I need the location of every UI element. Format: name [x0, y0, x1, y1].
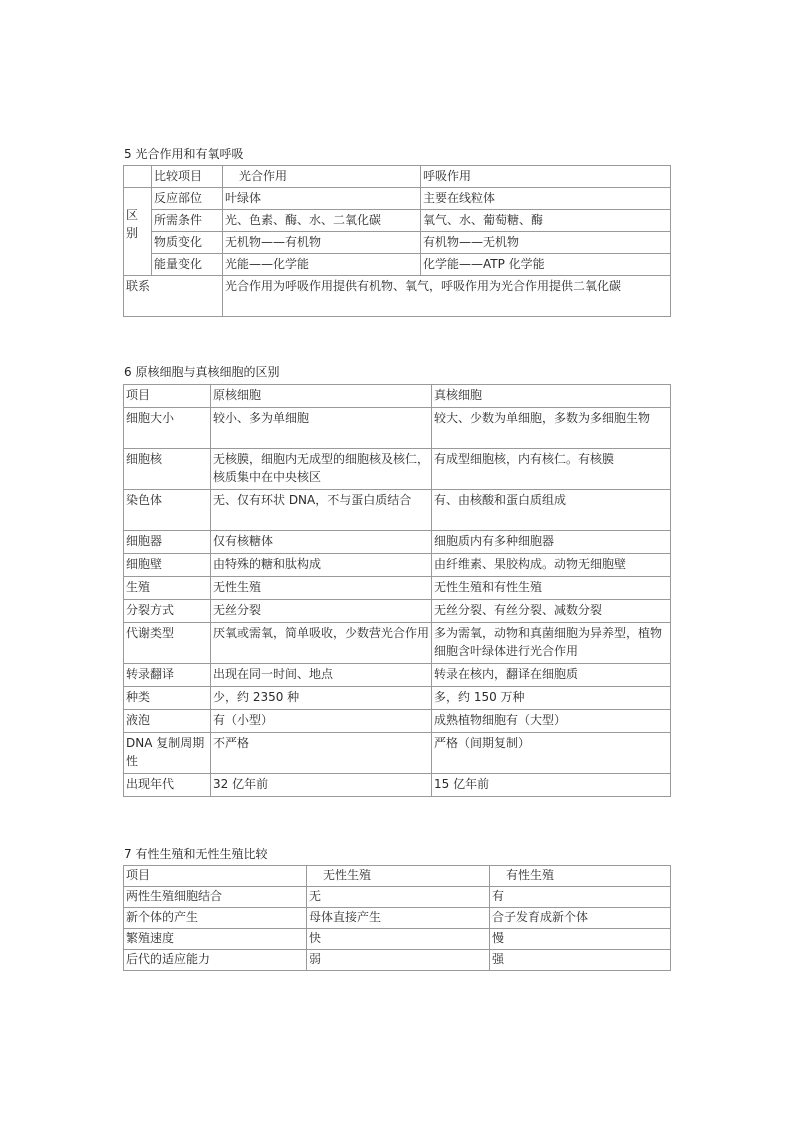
table-row — [124, 232, 671, 254]
row-key: 能量变化 — [152, 254, 223, 276]
cell: 光合作用为呼吸作用提供有机物、氧气，呼吸作用为光合作用提供二氧化碳 — [223, 276, 671, 317]
header-cell: 无性生殖 — [307, 866, 490, 887]
cell: 无机物——有机物 — [223, 232, 421, 254]
cell: 出现在同一时间、地点 — [211, 664, 432, 687]
table-row — [124, 664, 671, 687]
cell: 弱 — [307, 950, 490, 971]
row-key: 后代的适应能力 — [124, 950, 307, 971]
table-row — [124, 600, 671, 623]
cell: 细胞质内有多种细胞器 — [432, 531, 671, 554]
row-key: 细胞壁 — [124, 554, 211, 577]
cell: 无性生殖和有性生殖 — [432, 577, 671, 600]
table-row — [124, 733, 671, 774]
table-row — [124, 188, 671, 210]
cell: 厌氧或需氧，简单吸收，少数营光合作用 — [211, 623, 432, 664]
cell: 成熟植物细胞有（大型） — [432, 710, 671, 733]
table-row — [124, 385, 671, 408]
cell: 较小、多为单细胞 — [211, 408, 432, 449]
row-key: 繁殖速度 — [124, 929, 307, 950]
header-cell: 项目 — [124, 866, 307, 887]
cell: 有 — [490, 887, 671, 908]
table-row — [124, 950, 671, 971]
prokaryote-eukaryote-table — [123, 384, 671, 797]
table-row — [124, 577, 671, 600]
table-row — [124, 623, 671, 664]
row-key: 细胞器 — [124, 531, 211, 554]
row-key: 代谢类型 — [124, 623, 211, 664]
table-row — [124, 710, 671, 733]
table-row — [124, 687, 671, 710]
cell: 有、由核酸和蛋白质组成 — [432, 490, 671, 531]
group-label: 区别 — [124, 188, 152, 276]
cell: 由纤维素、果胶构成。动物无细胞壁 — [432, 554, 671, 577]
row-key: 分裂方式 — [124, 600, 211, 623]
cell: 无丝分裂、有丝分裂、减数分裂 — [432, 600, 671, 623]
header-cell: 项目 — [124, 385, 211, 408]
cell: 严格（间期复制） — [432, 733, 671, 774]
table-row — [124, 774, 671, 797]
photosynthesis-respiration-table — [123, 165, 671, 317]
table-row — [124, 929, 671, 950]
cell: 快 — [307, 929, 490, 950]
row-key: 物质变化 — [152, 232, 223, 254]
cell: 有机物——无机物 — [421, 232, 671, 254]
table-row — [124, 254, 671, 276]
row-key: 出现年代 — [124, 774, 211, 797]
row-key: 种类 — [124, 687, 211, 710]
row-key: 染色体 — [124, 490, 211, 531]
header-cell: 呼吸作用 — [421, 166, 671, 188]
cell: 仅有核糖体 — [211, 531, 432, 554]
row-key: 细胞大小 — [124, 408, 211, 449]
cell: 有成型细胞核，内有核仁。有核膜 — [432, 449, 671, 490]
cell: 有（小型） — [211, 710, 432, 733]
row-key: 联系 — [124, 276, 223, 317]
table-row — [124, 210, 671, 232]
cell: 叶绿体 — [223, 188, 421, 210]
row-key: 反应部位 — [152, 188, 223, 210]
table-row — [124, 531, 671, 554]
table-row — [124, 449, 671, 490]
cell: 氧气、水、葡萄糖、酶 — [421, 210, 671, 232]
cell: 母体直接产生 — [307, 908, 490, 929]
table-row — [124, 276, 671, 317]
cell: 光、色素、酶、水、二氧化碳 — [223, 210, 421, 232]
cell: 无、仅有环状 DNA，不与蛋白质结合 — [211, 490, 432, 531]
cell: 无核膜，细胞内无成型的细胞核及核仁，核质集中在中央核区 — [211, 449, 432, 490]
section-7-title: 7 有性生殖和无性生殖比较 — [124, 847, 268, 861]
row-key: 生殖 — [124, 577, 211, 600]
cell: 多，约 150 万种 — [432, 687, 671, 710]
row-key: 液泡 — [124, 710, 211, 733]
cell: 无 — [307, 887, 490, 908]
row-key: 新个体的产生 — [124, 908, 307, 929]
cell: 不严格 — [211, 733, 432, 774]
cell: 多为需氧，动物和真菌细胞为异养型，植物细胞含叶绿体进行光合作用 — [432, 623, 671, 664]
row-key: 细胞核 — [124, 449, 211, 490]
header-cell: 光合作用 — [223, 166, 421, 188]
cell: 化学能——ATP 化学能 — [421, 254, 671, 276]
row-key: 所需条件 — [152, 210, 223, 232]
row-key: DNA 复制周期性 — [124, 733, 211, 774]
table-row — [124, 490, 671, 531]
table-row — [124, 166, 671, 188]
header-cell: 比较项目 — [152, 166, 223, 188]
section-6-title: 6 原核细胞与真核细胞的区别 — [124, 365, 280, 379]
table-row — [124, 887, 671, 908]
header-cell: 有性生殖 — [490, 866, 671, 887]
row-key: 两性生殖细胞结合 — [124, 887, 307, 908]
cell: 无性生殖 — [211, 577, 432, 600]
cell: 少，约 2350 种 — [211, 687, 432, 710]
cell: 转录在核内，翻译在细胞质 — [432, 664, 671, 687]
table-row — [124, 554, 671, 577]
cell: 由特殊的糖和肽构成 — [211, 554, 432, 577]
header-cell: 真核细胞 — [432, 385, 671, 408]
cell: 32 亿年前 — [211, 774, 432, 797]
row-key: 转录翻译 — [124, 664, 211, 687]
cell: 强 — [490, 950, 671, 971]
cell: 较大、少数为单细胞，多数为多细胞生物 — [432, 408, 671, 449]
cell: 光能——化学能 — [223, 254, 421, 276]
cell: 合子发育成新个体 — [490, 908, 671, 929]
cell: 慢 — [490, 929, 671, 950]
table-row — [124, 866, 671, 887]
table-row — [124, 408, 671, 449]
table-row — [124, 908, 671, 929]
section-5-title: 5 光合作用和有氧呼吸 — [124, 147, 244, 161]
cell: 无丝分裂 — [211, 600, 432, 623]
cell: 15 亿年前 — [432, 774, 671, 797]
cell: 主要在线粒体 — [421, 188, 671, 210]
header-cell: 原核细胞 — [211, 385, 432, 408]
reproduction-table — [123, 865, 671, 971]
